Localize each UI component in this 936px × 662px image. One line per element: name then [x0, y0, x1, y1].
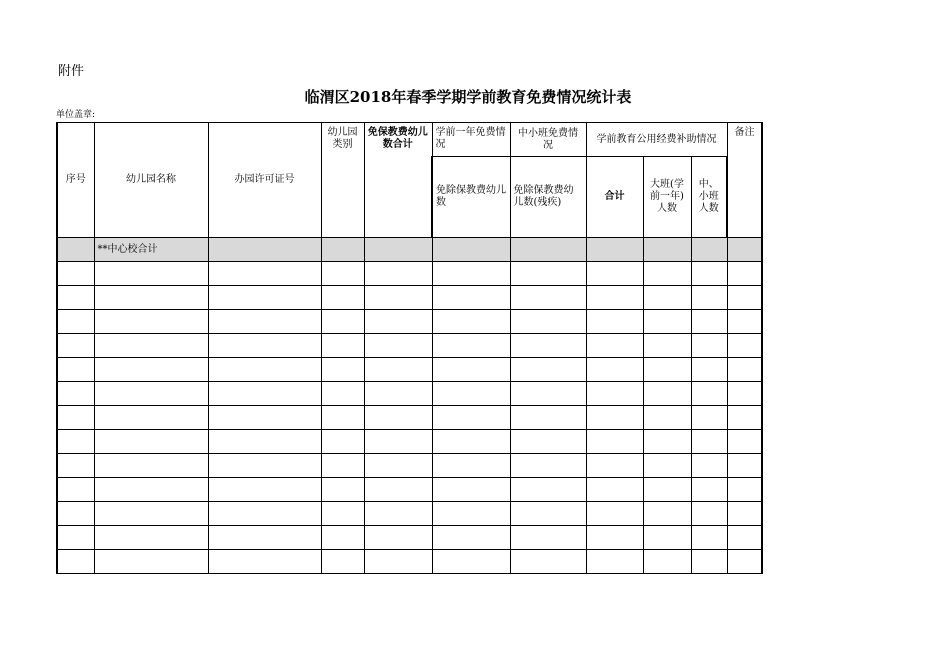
header-exempt-children: 免除保教费幼儿数: [432, 157, 510, 238]
header-category: 幼儿园类别: [321, 123, 364, 238]
attachment-label: 附件: [58, 64, 85, 79]
header-subsidy-total: 合计: [586, 157, 643, 238]
header-exempt-disabled: 免除保教费幼儿数(残疾): [510, 157, 586, 238]
table-row: [57, 382, 762, 406]
table-row: [57, 478, 762, 502]
summary-row-label: **中心校合计: [94, 238, 208, 262]
header-group-mid-small: 中小班免费情况: [510, 123, 586, 157]
header-kindergarten-name: 幼儿园名称: [94, 123, 208, 238]
table-row: [57, 550, 762, 574]
table-row: [57, 454, 762, 478]
statistics-table: [56, 122, 763, 574]
table-row: [57, 334, 762, 358]
header-free-total: 免保教费幼儿数合计: [364, 123, 432, 238]
unit-seal-label: 单位盖章:: [56, 110, 96, 120]
header-remarks: 备注: [727, 123, 762, 238]
table-row: [57, 430, 762, 454]
header-serial: 序号: [57, 123, 94, 238]
header-big-class: 大班(学前一年)人数: [643, 157, 691, 238]
table-row: [57, 502, 762, 526]
page-title: 临渭区2018年春季学期学前教育免费情况统计表: [304, 88, 632, 106]
summary-row: [57, 238, 762, 262]
table-row: [57, 406, 762, 430]
header-group-subsidy: 学前教育公用经费补助情况: [586, 123, 727, 157]
table-row: [57, 286, 762, 310]
table-row: [57, 310, 762, 334]
table-row: [57, 262, 762, 286]
header-license-number: 办园许可证号: [208, 123, 321, 238]
header-group-preschool-year: 学前一年免费情况: [432, 123, 510, 157]
header-mid-small-class: 中、小班人数: [691, 157, 727, 238]
table-row: [57, 358, 762, 382]
table-row: [57, 526, 762, 550]
